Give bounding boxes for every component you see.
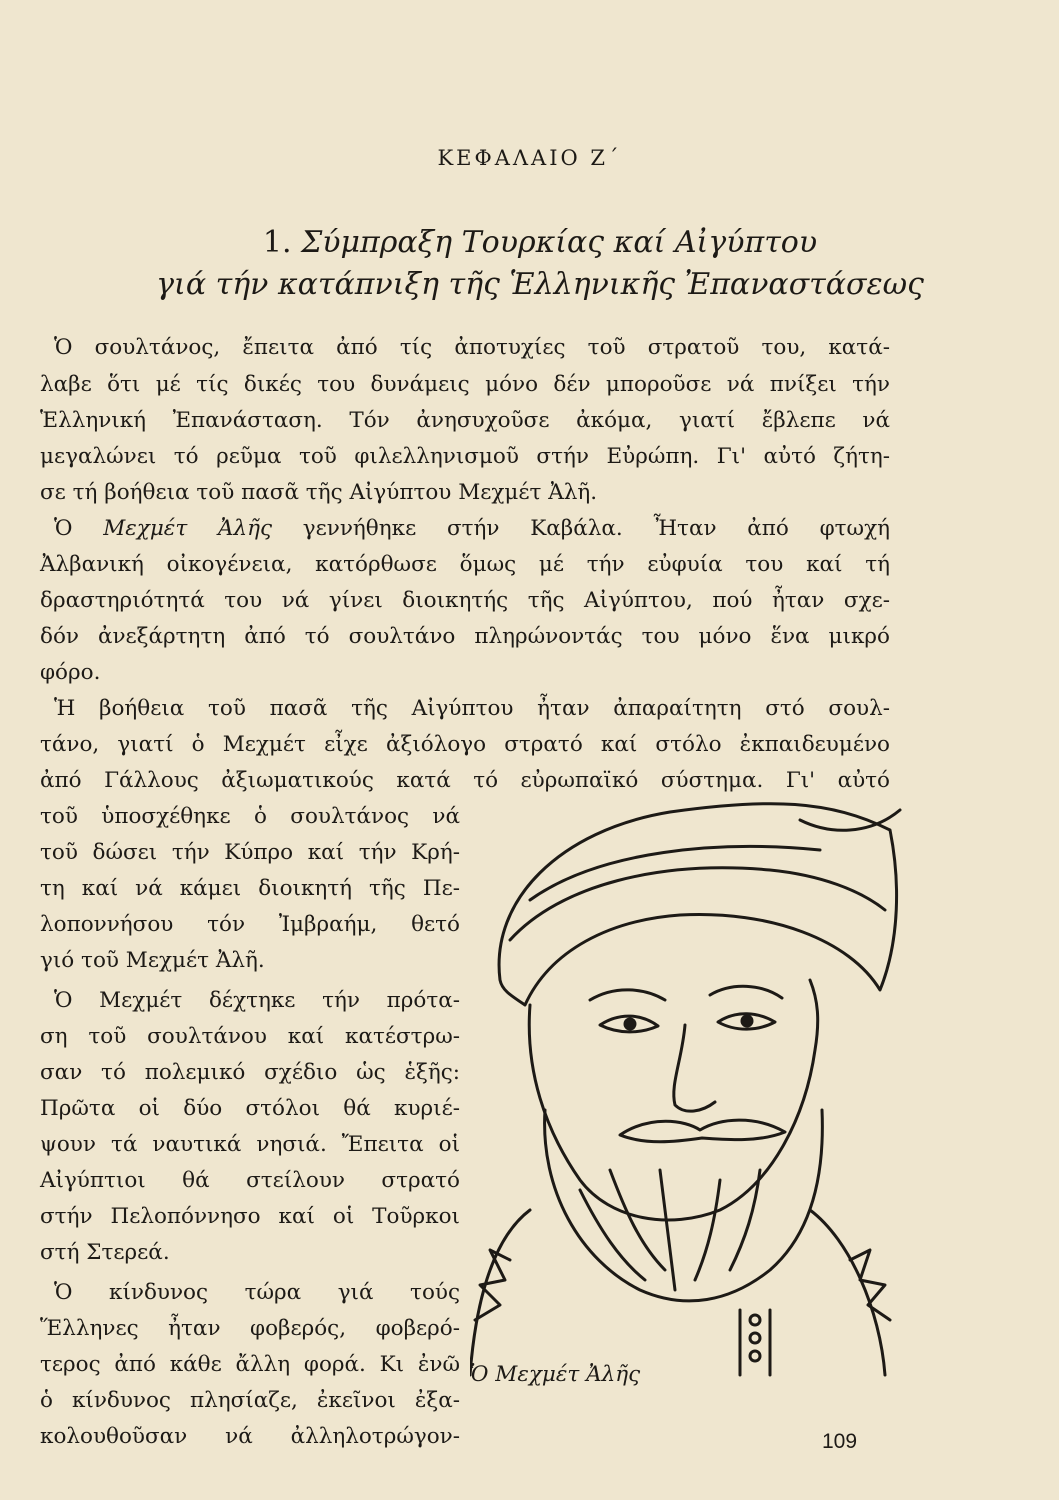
pupil bbox=[742, 1016, 752, 1026]
portrait-illustration bbox=[470, 790, 910, 1380]
text-line: στήν Πελοπόννησο καί οἱ Τοῦρκοι bbox=[40, 1204, 460, 1229]
text-line: Ἀλβανική οἰκογένεια, κατόρθωσε ὅμως μέ τήν εὐφυία του καί τή bbox=[40, 552, 890, 577]
text-line: λαβε ὅτι μέ τίς δικές του δυνάμεις μόνο δέν μποροῦσε νά πνίξει τήν bbox=[40, 372, 890, 397]
text-fragment: γεννήθηκε στήν Καβάλα. Ἦταν ἀπό φτωχή bbox=[302, 516, 890, 541]
text-line: τοῦ ὑποσχέθηκε ὁ σουλτάνος νά bbox=[40, 804, 460, 829]
text-line: τη καί νά κάμει διοικητή τῆς Πε- bbox=[40, 876, 460, 901]
text-line: Ὁ σουλτάνος, ἔπειτα ἀπό τίς ἀποτυχίες τοῦ στρατοῦ του, κατά- bbox=[54, 335, 890, 360]
text-line: τοῦ δώσει τήν Κύπρο καί τήν Κρή- bbox=[40, 840, 460, 865]
section-title-line-1 bbox=[140, 222, 940, 264]
person-name-emphasis: Μεχμέτ Ἀλῆς bbox=[103, 516, 273, 541]
coat bbox=[470, 1210, 885, 1375]
coat-button bbox=[750, 1333, 760, 1343]
text-line: τερος ἀπό κάθε ἄλλη φορά. Κι ἐνῶ bbox=[40, 1352, 460, 1377]
text-line: λοποννήσου τόν Ἰμβραήμ, θετό bbox=[40, 912, 460, 937]
beard bbox=[545, 1110, 823, 1301]
nose bbox=[674, 1025, 715, 1111]
text-line: Ἕλληνες ἦταν φοβερός, φοβερό- bbox=[40, 1316, 460, 1341]
turban-fold bbox=[530, 847, 820, 900]
pupil bbox=[625, 1019, 635, 1029]
coat-fur bbox=[475, 1250, 890, 1320]
text-line: Ἑλληνική Ἐπανάσταση. Τόν ἀνησυχοῦσε ἀκόμα, γιατί ἔβλεπε νά bbox=[40, 408, 890, 433]
text-line: Ἡ βοήθεια τοῦ πασᾶ τῆς Αἰγύπτου ἦταν ἀπαραίτητη στό σουλ- bbox=[54, 696, 890, 721]
text-line: σαν τό πολεμικό σχέδιο ὡς ἑξῆς: bbox=[40, 1060, 460, 1085]
portrait-caption: Ὁ Μεχμέτ Ἀλῆς bbox=[470, 1362, 641, 1387]
text-line: δόν ἀνεξάρτητη ἀπό τό σουλτάνο πληρώνοντάς του μόνο ἕνα μικρό bbox=[40, 624, 890, 649]
coat-button bbox=[750, 1351, 760, 1361]
text-line: Αἰγύπτιοι θά στείλουν στρατό bbox=[40, 1168, 460, 1193]
text-line: ἀπό Γάλλους ἀξιωματικούς κατά τό εὐρωπαϊκό σύστημα. Γι' αὐτό bbox=[40, 768, 890, 793]
text-line: δραστηριότητά του νά γίνει διοικητής τῆς Αἰγύπτου, πού ἦταν σχε- bbox=[40, 588, 890, 613]
text-line: κολουθοῦσαν νά ἀλληλοτρώγον- bbox=[40, 1424, 460, 1449]
text-line: Ὁ κίνδυνος τώρα γιά τούς bbox=[54, 1280, 460, 1305]
coat-button bbox=[750, 1315, 760, 1325]
text-line: Ὁ Μεχμέτ δέχτηκε τήν πρότα- bbox=[54, 988, 460, 1013]
text-line: στή Στερεά. bbox=[40, 1240, 170, 1265]
text-line: μεγαλώνει τό ρεῦμα τοῦ φιλελληνισμοῦ στήν Εὐρώπη. Γι' αὐτό ζήτη- bbox=[40, 444, 890, 469]
text-line: ση τοῦ σουλτάνου καί κατέστρω- bbox=[40, 1024, 460, 1049]
text-line: σε τή βοήθεια τοῦ πασᾶ τῆς Αἰγύπτου Μεχμέτ Ἀλῆ. bbox=[40, 480, 598, 505]
eyebrow bbox=[590, 990, 665, 1000]
chapter-heading: ΚΕΦΑΛΑΙΟ Ζ΄ bbox=[437, 146, 622, 170]
text-fragment: Ὁ bbox=[54, 516, 73, 541]
section-title-line-2: γιά τήν κατάπνιξη τῆς Ἑλληνικῆς Ἐπαναστάσεως bbox=[156, 267, 924, 302]
text-line bbox=[54, 514, 890, 544]
mustache bbox=[620, 1120, 785, 1142]
eyebrow bbox=[710, 986, 782, 998]
section-title-text-1: Σύμπραξη Τουρκίας καί Αἰγύπτου bbox=[301, 225, 818, 260]
text-line: ψουν τά ναυτικά νησιά. Ἔπειτα οἱ bbox=[40, 1132, 460, 1157]
page-number: 109 bbox=[822, 1430, 858, 1453]
text-line: τάνο, γιατί ὁ Μεχμέτ εἶχε ἀξιόλογο στρατό καί στόλο ἐκπαιδευμένο bbox=[40, 732, 890, 757]
section-title bbox=[140, 222, 940, 306]
beard-strand bbox=[580, 1170, 760, 1290]
text-line: φόρο. bbox=[40, 660, 101, 685]
section-number: 1. bbox=[262, 225, 292, 260]
text-line: Πρῶτα οἱ δύο στόλοι θά κυριέ- bbox=[40, 1096, 460, 1121]
text-line: γιό τοῦ Μεχμέτ Ἀλῆ. bbox=[40, 948, 265, 973]
text-line: ὁ κίνδυνος πλησίαζε, ἐκεῖνοι ἐξα- bbox=[40, 1388, 460, 1413]
